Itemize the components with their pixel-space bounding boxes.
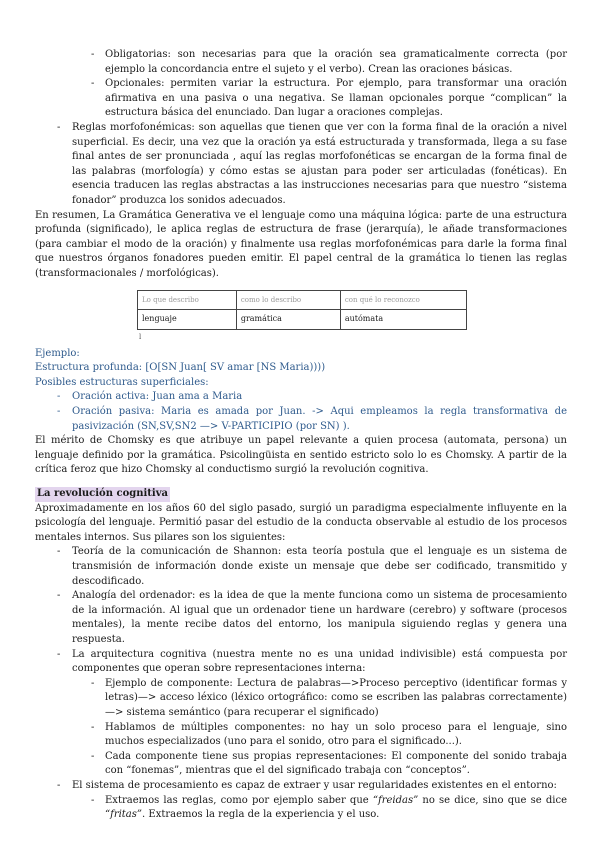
- ejemplo-label: Ejemplo:: [35, 347, 80, 359]
- dash-bullet: -: [57, 121, 61, 133]
- emphasis-freidas: “freidas”: [372, 794, 419, 806]
- list-item-reglas-morfofonemicas: [35, 121, 567, 209]
- list-item-ordenador: [35, 589, 567, 647]
- list-item-ejemplo-componente: [35, 677, 567, 721]
- merito-paragraph: El mérito de Chomsky es que atribuye un papel relevante a quien procesa (automata, persona) un lenguaje definido por la gramática. Psicolingüista en sentido estricto solo lo es Chomsky. A partir de la crítica feroz que hizo Chomsky al conductismo surgió la revolución cognitiva.: [35, 435, 567, 476]
- resumen-paragraph: En resumen, La Gramática Generativa ve el lenguaje como una máquina lógica: parte de una estructura profunda (significado), le aplica reglas de estructura de frase (jerarquía), le añade transformaciones (para cambiar el modo de la oración) y finalmente usa reglas morfofonémicas para darle la forma final que nuestros órganos fonadores pueden emitir. El papel central de la gramática lo tienen las reglas (transformacionales / morfológicas).: [35, 209, 567, 279]
- table-row: [138, 310, 467, 330]
- table-cell: autómata: [340, 310, 466, 330]
- cut-text: l: [139, 332, 142, 341]
- item-text: Oración activa: Juan ama a Maria: [72, 391, 243, 403]
- dash-bullet: -: [57, 546, 61, 558]
- posibles-estructuras: Posibles estructuras superficiales:: [35, 376, 209, 388]
- item-text: Reglas morfofonémicas: son aquellas que tienen que ver con la forma final de la oración a nivel superficial. Es decir, una vez que la oración ya está estructurada y transformada, llega a su fase final antes de ser pronunciada , aquí las reglas morfofonéticas se encargan de la forma final de las palabras (morfología) y cómo estas se ajustan para poder ser articuladas (fonéticas). En esencia traducen las reglas abstractas a las instrucciones necesarias para que nuestro “sistema fonador” produzca los sonidos adecuados.: [72, 121, 567, 206]
- estructura-profunda: Estructura profunda: [O[SN Juan[ SV amar [NS Maria)))): [35, 362, 326, 374]
- item-text: Opcionales: permiten variar la estructura. Por ejemplo, para transformar una oración afirmativa en una pasiva o una negativa. Se llaman opcionales porque “complican” la estructura básica del enunciado. Dan lugar a oraciones complejas.: [105, 78, 567, 119]
- item-text: Ejemplo de componente: Lectura de palabras—>Proceso perceptivo (identificar formas y letras)—> acceso léxico (léxico ortográfico: como se escriben las palabras correctamente)—> sistema semántico (para recuperar el significado): [105, 677, 567, 718]
- dash-bullet: -: [91, 794, 95, 806]
- table-cell: gramática: [236, 310, 340, 330]
- item-text: Cada componente tiene sus propias representaciones: El componente del sonido trabaja con “fonemas”, mientras que el del significado trabaja con “conceptos”.: [105, 750, 567, 777]
- list-item-arquitectura: [35, 648, 567, 677]
- list-item-representaciones: [35, 750, 567, 779]
- table-cell: lenguaje: [138, 310, 237, 330]
- list-item-activa: [35, 390, 567, 405]
- list-item-obligatorias: [35, 48, 567, 77]
- dash-bullet: -: [57, 648, 61, 660]
- item-text: Hablamos de múltiples componentes: no hay un solo proceso para el lenguaje, sino muchos especializados (uno para el sonido, otro para el significado...).: [105, 721, 567, 748]
- item-text: El sistema de procesamiento es capaz de extraer y usar regularidades existentes en el entorno:: [72, 779, 557, 791]
- dash-bullet: -: [57, 406, 61, 418]
- gramatica-table: [137, 290, 467, 341]
- list-item-multiples-componentes: [35, 721, 567, 750]
- document-page: [35, 48, 567, 823]
- item-text: no se dice, sino que se dice: [418, 794, 567, 806]
- emphasis-fritas: “fritas”: [105, 809, 143, 821]
- dash-bullet: -: [57, 391, 61, 403]
- table-header-cell: Lo que describo: [138, 290, 237, 310]
- dash-bullet: -: [57, 590, 61, 602]
- list-item-extraemos: [35, 794, 567, 823]
- list-item-pasiva: [35, 405, 567, 434]
- item-text: . Extraemos la regla de la experiencia y el uso.: [142, 809, 380, 821]
- dash-bullet: -: [91, 721, 95, 733]
- item-text: La arquitectura cognitiva (nuestra mente no es una unidad indivisible) está compuesta por componentes que operan sobre representaciones interna:: [72, 648, 567, 675]
- table-header-cell: como lo describo: [236, 290, 340, 310]
- item-text: Obligatorias: son necesarias para que la oración sea gramaticalmente correcta (por ejemplo la concordancia entre el sujeto y el verbo). Crean las oraciones básicas.: [105, 49, 567, 75]
- item-text: Oración pasiva: Maria es amada por Juan. -> Aqui empleamos la regla transformativa de pasivización (SN,SV,SN2 —> V-PARTICIPIO (por SN) ).: [72, 406, 567, 432]
- list-item-shannon: [35, 545, 567, 589]
- dash-bullet: -: [91, 750, 95, 762]
- dash-bullet: -: [91, 49, 95, 60]
- item-text: Teoría de la comunicación de Shannon: esta teoría postula que el lenguaje es un sistema de transmisión de información donde existe un mensaje que debe ser codificado, transmitido y descodificado.: [72, 546, 567, 587]
- item-text: Extraemos las reglas, como por ejemplo saber que: [105, 794, 373, 806]
- item-text: Analogía del ordenador: es la idea de que la mente funciona como un sistema de procesamiento de la información. Al igual que un ordenador tiene un hardware (cerebro) y software (procesos mentales), la mente recibe datos del entorno, los manipula siguiendo reglas y genera una respuesta.: [72, 590, 567, 645]
- list-item-opcionales: [35, 77, 567, 121]
- dash-bullet: -: [57, 779, 61, 791]
- intro-paragraph: Aproximadamente en los años 60 del siglo pasado, surgió un paradigma especialmente influyente en la psicología del lenguaje. Permitió pasar del estudio de la conducta observable al estudio de los procesos mentales internos. Sus pilares son los siguientes:: [35, 502, 567, 543]
- dash-bullet: -: [91, 78, 95, 90]
- list-item-sistema: [35, 779, 567, 794]
- table-header-cell: con qué lo reconozco: [340, 290, 466, 310]
- dash-bullet: -: [91, 677, 95, 689]
- section-heading: La revolución cognitiva: [35, 487, 170, 502]
- table-header-row: [138, 290, 467, 310]
